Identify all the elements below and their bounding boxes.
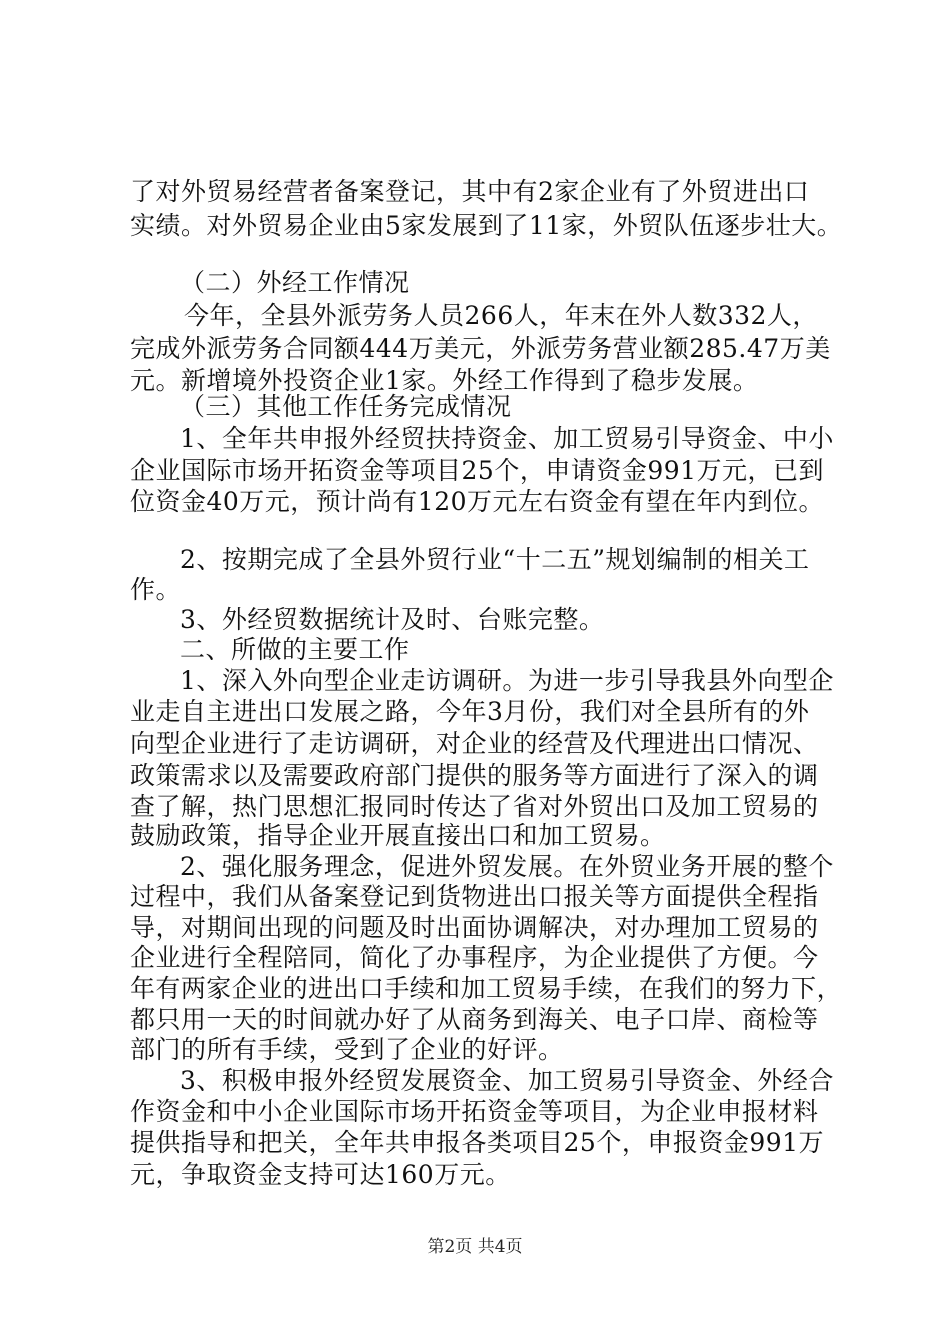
paragraph-line: 作。: [130, 575, 182, 604]
paragraph-line: 部门的所有手续，受到了企业的好评。: [130, 1035, 564, 1064]
paragraph-line: 向型企业进行了走访调研，对企业的经营及代理进出口情况、: [130, 729, 819, 758]
paragraph-line: 政策需求以及需要政府部门提供的服务等方面进行了深入的调: [130, 761, 819, 790]
paragraph-line: 1、深入外向型企业走访调研。为进一步引导我县外向型企: [180, 666, 834, 695]
paragraph-line: 企业国际市场开拓资金等项目25个，申请资金991万元，已到: [130, 456, 825, 485]
paragraph-line: 今年，全县外派劳务人员266人，年末在外人数332人，: [184, 301, 818, 330]
paragraph-line: 企业进行全程陪同，简化了办事程序，为企业提供了方便。今: [130, 943, 819, 972]
paragraph-line: 了对外贸易经营者备案登记，其中有2家企业有了外贸进出口: [130, 177, 810, 206]
paragraph-line: 业走自主进出口发展之路，今年3月份，我们对全县所有的外: [130, 697, 810, 726]
paragraph-line: 元。新增境外投资企业1家。外经工作得到了稳步发展。: [130, 366, 759, 395]
paragraph-line: 查了解，热门思想汇报同时传达了省对外贸出口及加工贸易的: [130, 792, 819, 821]
paragraph-line: 1、全年共申报外经贸扶持资金、加工贸易引导资金、中小: [180, 424, 834, 453]
paragraph-line: 3、积极申报外经贸发展资金、加工贸易引导资金、外经合: [180, 1066, 834, 1095]
paragraph-line: 3、外经贸数据统计及时、台账完整。: [180, 605, 605, 634]
paragraph-line: 年有两家企业的进出口手续和加工贸易手续，在我们的努力下，: [130, 974, 843, 1003]
paragraph-line: 2、强化服务理念，促进外贸发展。在外贸业务开展的整个: [180, 852, 834, 881]
page-footer: 第2页 共4页: [427, 1237, 523, 1257]
paragraph-line: 鼓励政策，指导企业开展直接出口和加工贸易。: [130, 821, 666, 850]
paragraph-line: 导，对期间出现的问题及时出面协调解决，对办理加工贸易的: [130, 913, 819, 942]
paragraph-line: 作资金和中小企业国际市场开拓资金等项目，为企业申报材料: [130, 1097, 819, 1126]
paragraph-line: 位资金40万元，预计尚有120万元左右资金有望在年内到位。: [130, 487, 825, 516]
paragraph-line: 过程中，我们从备案登记到货物进出口报关等方面提供全程指: [130, 882, 819, 911]
section-heading: （三）其他工作任务完成情况: [180, 392, 512, 421]
paragraph-line: 都只用一天的时间就办好了从商务到海关、电子口岸、商检等: [130, 1005, 819, 1034]
section-heading: 二、所做的主要工作: [180, 635, 410, 664]
paragraph-line: 2、按期完成了全县外贸行业“十二五”规划编制的相关工: [180, 545, 810, 574]
paragraph-line: 完成外派劳务合同额444万美元，外派劳务营业额285.47万美: [130, 334, 831, 363]
paragraph-line: 元，争取资金支持可达160万元。: [130, 1160, 511, 1189]
paragraph-line: 提供指导和把关，全年共申报各类项目25个，申报资金991万: [130, 1128, 825, 1157]
section-heading: （二）外经工作情况: [180, 268, 410, 297]
paragraph-line: 实绩。对外贸易企业由5家发展到了11家，外贸队伍逐步壮大。: [130, 211, 843, 240]
